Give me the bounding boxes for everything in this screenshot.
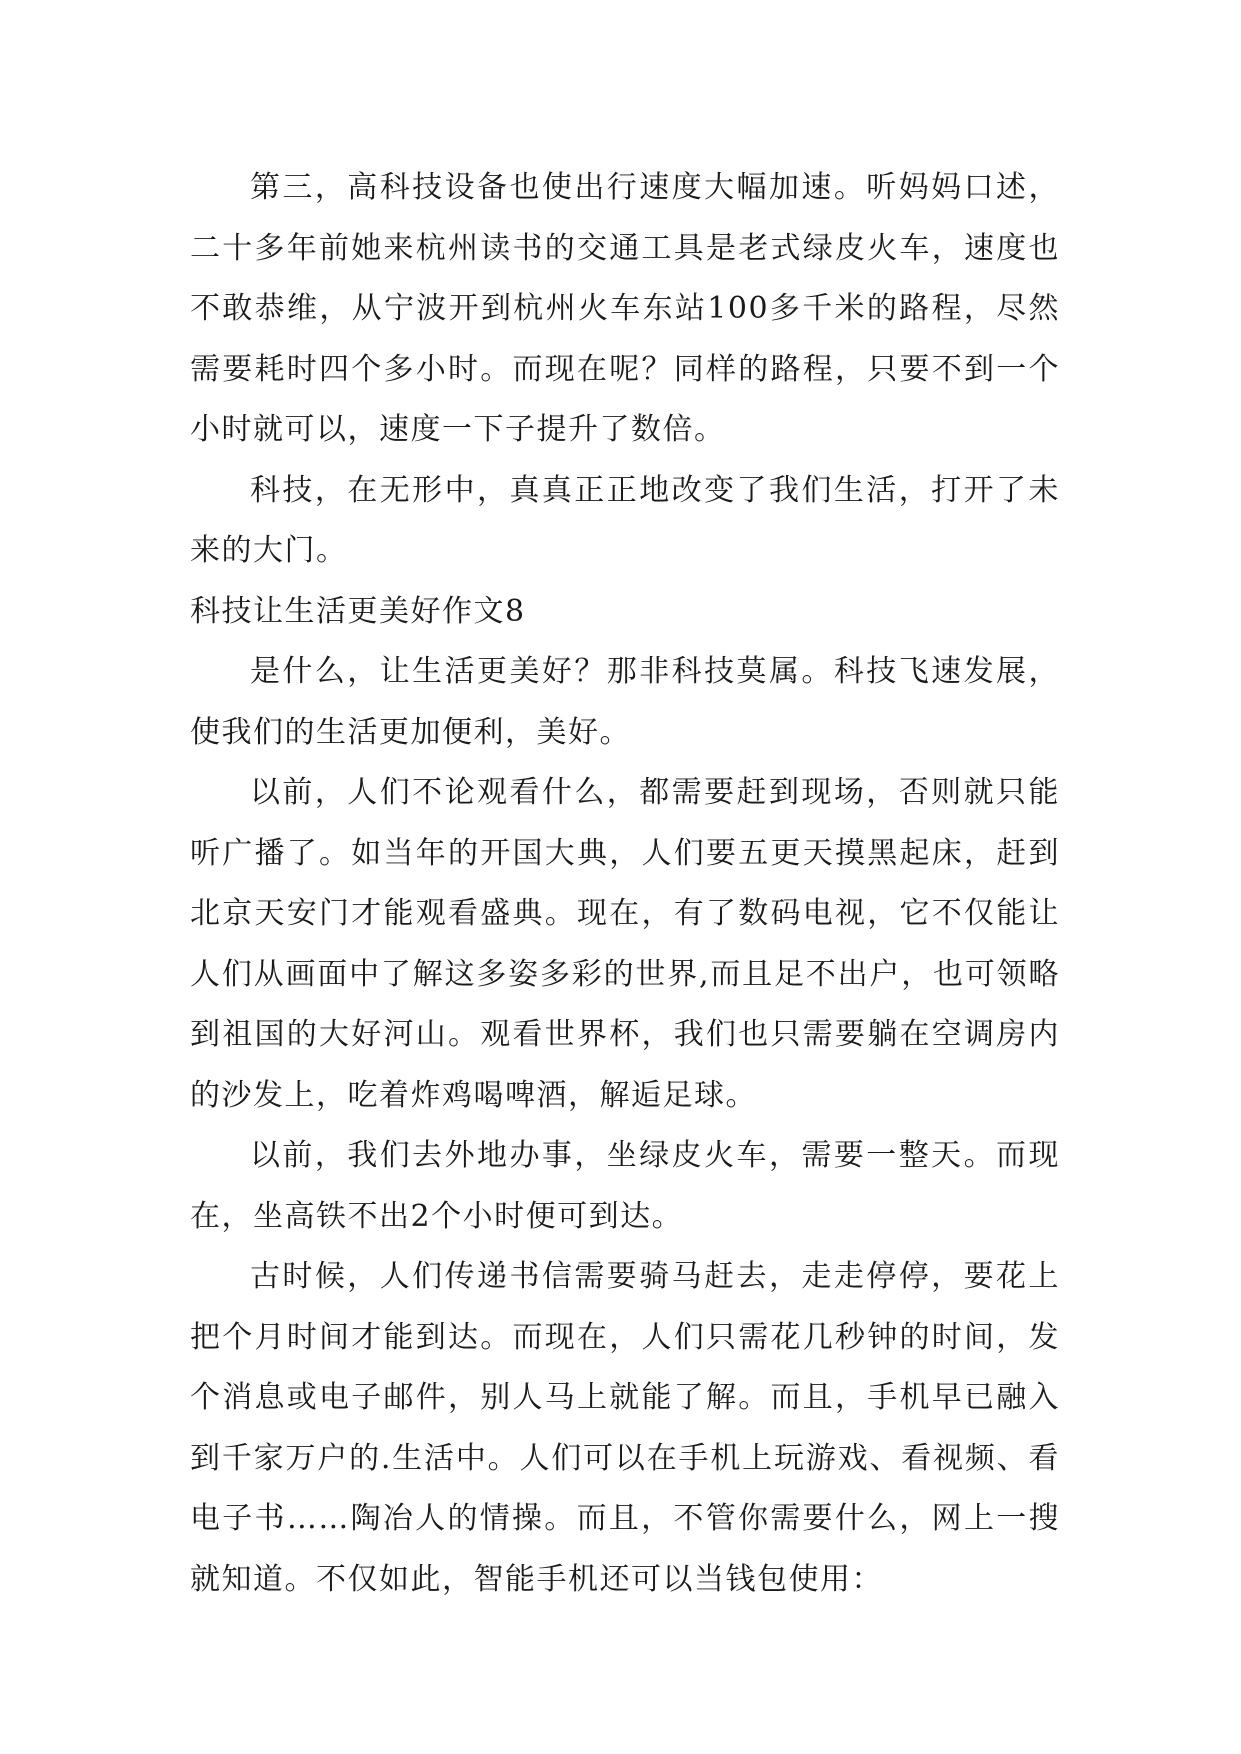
section-title: 科技让生活更美好作文8 bbox=[190, 593, 526, 629]
paragraph-television: 以前，人们不论观看什么，都需要赶到现场，否则就只能听广播了。如当年的开国大典，人们要五更天摸黑起床，赶到北京天安门才能观看盛典。现在，有了数码电视，它不仅能让人们从画面中了解这多姿多彩的世界,而且足不出户，也可领略到祖国的大好河山。观看世界杯，我们也只需要躺在空调房内的沙发上，吃着炸鸡喝啤酒，解逅足球。 bbox=[190, 775, 1060, 1113]
paragraph-communication: 古时候，人们传递书信需要骑马赶去，走走停停，要花上把个月时间才能到达。而现在，人们只需花几秒钟的时间，发个消息或电子邮件，别人马上就能了解。而且，手机早已融入到千家万户的.生活中。人们可以在手机上玩游戏、看视频、看电子书……陶冶人的情操。而且，不管你需要什么，网上一搜就知道。不仅如此，智能手机还可以当钱包使用： bbox=[190, 1259, 1060, 1597]
document-body bbox=[190, 158, 1060, 1610]
paragraph-high-speed-rail: 以前，我们去外地办事，坐绿皮火车，需要一整天。而现在，坐高铁不出2个小时便可到达。 bbox=[190, 1138, 1060, 1234]
paragraph-travel-speed: 第三，高科技设备也使出行速度大幅加速。听妈妈口述，二十多年前她来杭州读书的交通工具是老式绿皮火车，速度也不敢恭维，从宁波开到杭州火车东站100多千米的路程，尽然需要耗时四个多小时。而现在呢？同样的路程，只要不到一个小时就可以，速度一下子提升了数倍。 bbox=[190, 170, 1060, 447]
paragraph-conclusion: 科技，在无形中，真真正正地改变了我们生活，打开了未来的大门。 bbox=[190, 472, 1060, 568]
paragraph-intro: 是什么，让生活更美好？那非科技莫属。科技飞速发展，使我们的生活更加便利，美好。 bbox=[190, 654, 1060, 750]
